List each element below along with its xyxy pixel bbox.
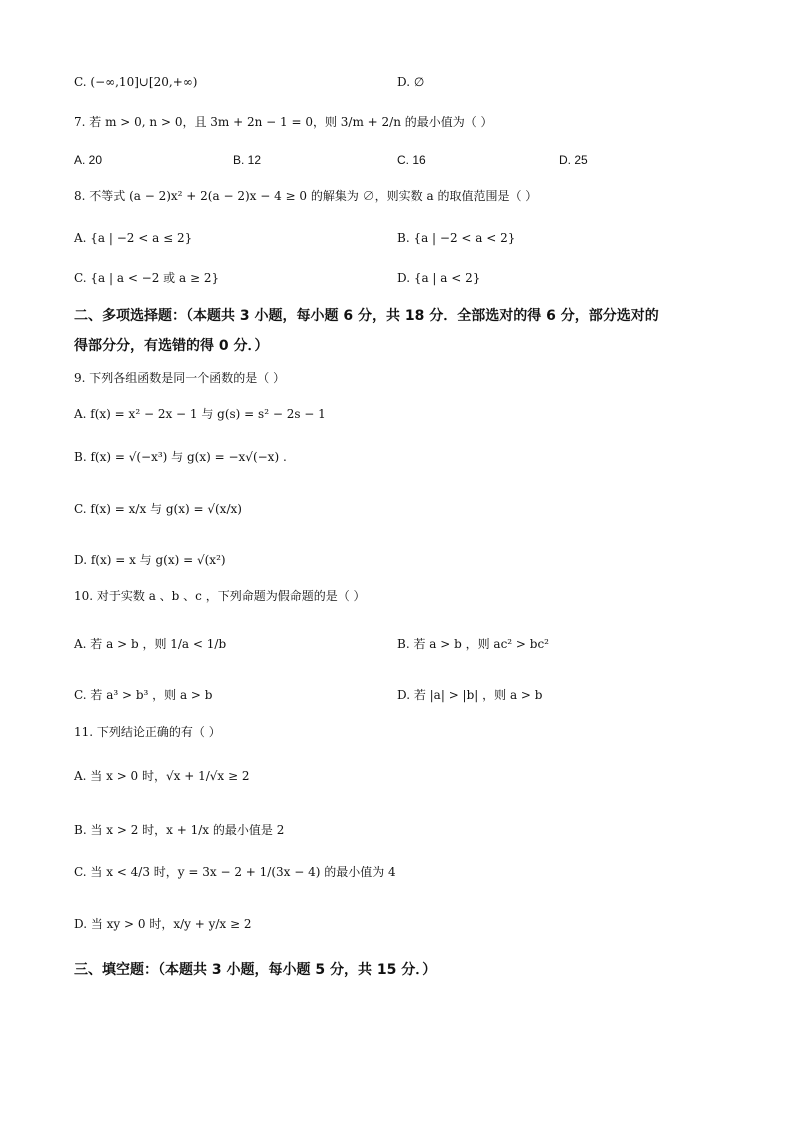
q11-option-a: A. 当 x > 0 时，√x + 1/√x ≥ 2 <box>74 769 250 783</box>
q10-option-c: C. 若 a³ > b³ ，则 a > b <box>74 688 213 702</box>
q8-stem: 8. 不等式 (a − 2)x² + 2(a − 2)x − 4 ≥ 0 的解集为 ∅，则实数 a 的取值范围是（ ） <box>74 189 538 203</box>
section-2-heading: 二、多项选择题：（本题共 3 小题，每小题 6 分，共 18 分．全部选对的得 6 分，部分选对的 <box>74 308 659 324</box>
q10-option-d: D. 若 |a| > |b| ，则 a > b <box>397 688 543 702</box>
q11-option-d: D. 当 xy > 0 时，x/y + y/x ≥ 2 <box>74 917 252 931</box>
q10-option-a: A. 若 a > b ，则 1/a < 1/b <box>74 637 227 651</box>
q9-option-c: C. f(x) = x/x 与 g(x) = √(x/x) <box>74 502 242 516</box>
q10-stem: 10. 对于实数 a 、b 、c ，下列命题为假命题的是（ ） <box>74 589 366 603</box>
q7-option-b: B. 12 <box>233 153 262 167</box>
q7-option-c: C. 16 <box>397 153 426 167</box>
q11-option-c: C. 当 x < 4/3 时，y = 3x − 2 + 1/(3x − 4) 的最小值为 4 <box>74 865 396 879</box>
q6-option-d: D. ∅ <box>397 75 425 89</box>
q8-option-a: A. {a | −2 < a ≤ 2} <box>74 231 193 245</box>
q7-stem: 7. 若 m > 0, n > 0，且 3m + 2n − 1 = 0，则 3/m + 2/n 的最小值为（ ） <box>74 115 493 129</box>
q6-option-c: C. (−∞,10]∪[20,+∞) <box>74 75 198 89</box>
q9-stem: 9. 下列各组函数是同一个函数的是（ ） <box>74 371 286 385</box>
q8-option-d: D. {a | a < 2} <box>397 271 481 285</box>
q10-option-b: B. 若 a > b ，则 ac² > bc² <box>397 637 549 651</box>
q9-option-b: B. f(x) = √(−x³) 与 g(x) = −x√(−x) . <box>74 450 287 464</box>
q11-option-b: B. 当 x > 2 时，x + 1/x 的最小值是 2 <box>74 823 285 837</box>
section-3-heading: 三、填空题：（本题共 3 小题，每小题 5 分，共 15 分．） <box>74 962 437 978</box>
q11-stem: 11. 下列结论正确的有（ ） <box>74 725 221 739</box>
q8-option-c: C. {a | a < −2 或 a ≥ 2} <box>74 271 220 285</box>
q7-option-a: A. 20 <box>74 153 103 167</box>
q9-option-a: A. f(x) = x² − 2x − 1 与 g(s) = s² − 2s − 1 <box>74 407 326 421</box>
q7-option-d: D. 25 <box>559 153 588 167</box>
q8-option-b: B. {a | −2 < a < 2} <box>397 231 516 245</box>
section-2-heading-cont: 得部分分，有选错的得 0 分．） <box>74 338 269 354</box>
q9-option-d: D. f(x) = x 与 g(x) = √(x²) <box>74 553 226 567</box>
